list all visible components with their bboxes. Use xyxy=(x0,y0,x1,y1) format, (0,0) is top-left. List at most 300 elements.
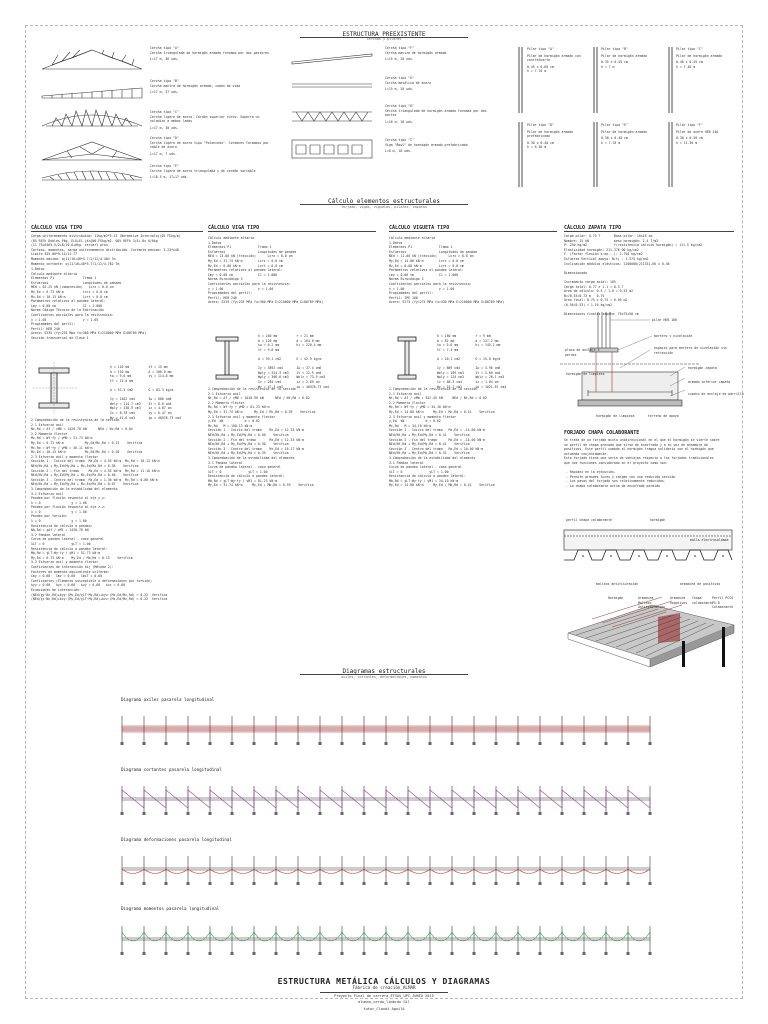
support-base xyxy=(407,812,410,815)
support-base xyxy=(451,742,454,745)
calc-line: Norma Eurocódigo 3 xyxy=(208,277,243,282)
support-base xyxy=(649,742,652,745)
calc-line: NEd/Nt,Rd + My,Ed/My,Rd = 0.41 Verifica xyxy=(389,432,470,437)
support-base xyxy=(165,952,168,955)
pillar-desc: Pilar de hormigón armado con contrafuerte xyxy=(527,53,581,63)
calc-line: Parámetros relativos al pandeo lateral: xyxy=(31,299,106,304)
support-base xyxy=(231,742,234,745)
pillar-title: Pilar tipo "E" xyxy=(601,123,628,127)
support-base xyxy=(517,882,520,885)
footing-label: espacio para mortero de nivelación sin retracción xyxy=(654,346,727,355)
truss-title: Cercha tipo "E" xyxy=(150,164,179,168)
calc-line: Ecuaciones de interacción: xyxy=(31,587,81,592)
calc-line: Sección transversal de Clase 1 xyxy=(31,335,89,340)
deck-label: armadura de positivos xyxy=(680,582,721,586)
support-base xyxy=(275,882,278,885)
calc-line: 2.1 Esfuerzo axil xyxy=(208,391,241,396)
support-base xyxy=(231,882,234,885)
calc-line: y,Ed kN σ = 0.62 xyxy=(389,419,441,424)
diagram-curve xyxy=(122,790,650,808)
support-base xyxy=(231,952,234,955)
support-base xyxy=(297,742,300,745)
section-subtitle-preexisting: cerchas y pilares xyxy=(366,37,402,41)
calc-line: 2.2 Momento flector xyxy=(389,400,426,405)
support-base xyxy=(495,742,498,745)
support-base xyxy=(495,882,498,885)
calc-line: Curva de pandeo lateral - caso general xyxy=(389,465,462,470)
truss-desc: Cercha maciza de hormigón armado xyxy=(385,50,447,55)
calc-line: My,Ed = 31.74 kN·m My,Ed / Mc,Rd = 0.39 Verifica xyxy=(208,409,316,414)
calc-line: Sección 2 - Fin del tramo Mz,Ed = -14.00 kN·m xyxy=(389,437,485,442)
calc-line: Perfil: IPE 160 xyxy=(389,295,418,300)
footer-tutor: tutor_Claudi Aguiló xyxy=(363,1007,405,1011)
calc-line: Elementos P1 Tramo 1 xyxy=(208,245,272,250)
support-base xyxy=(429,742,432,745)
support-base xyxy=(605,812,608,815)
calc-line: Mb,Rd = χLT·Wy·fy / γM1 = 51.73 kN·m xyxy=(31,551,101,556)
deck-label: hormigón xyxy=(650,518,666,522)
support-base xyxy=(539,812,542,815)
calc-line: Sección 1 - Inicio del tramo Mz,Ed = 4.55 kN·m Mc,Rd = 10.13 kN·m xyxy=(31,459,160,464)
support-base xyxy=(473,882,476,885)
footer-subtitle: Fábrica de creación_ALMAR xyxy=(352,985,416,990)
calc-line: My,Ed = 31.74 kN·m My,Ed / Mb,Rd = 0.39 Verifica xyxy=(208,483,314,488)
support-base xyxy=(297,952,300,955)
support-base xyxy=(253,742,256,745)
calc-line: My,Ed = 14.00 kN·m My,Ed / Mc,Rd = 0.41 Verifica xyxy=(389,409,495,414)
calc-line: MEd = 62.25 kN (compresión) Lcrx = 0.0 cm xyxy=(31,285,114,290)
calc-line: Lmy = 0.00 cm C1 = 1.000 xyxy=(389,272,459,277)
footing-label: hormigón de limpieza xyxy=(596,414,635,418)
footer-title: ESTRUCTURA METÁLICA CÁLCULOS Y DIAGRAMAS xyxy=(277,977,491,986)
support-base xyxy=(165,882,168,885)
calc-line: Pandeo por torsión: xyxy=(31,514,68,519)
calc-line: Parámetros relativos al pandeo lateral: xyxy=(208,268,283,273)
support-base xyxy=(627,812,630,815)
truss-title: Cercha tipo "B" xyxy=(150,79,179,83)
calc-line: Esfuerzos Longitudes de pandeo xyxy=(389,249,478,254)
truss-title: Cercha tipo "G" xyxy=(385,76,414,80)
iso-label: Hormigón xyxy=(608,596,624,600)
support-base xyxy=(319,742,322,745)
col2-heading: CÁLCULO VIGA TIPO xyxy=(208,225,260,231)
diagram-curve xyxy=(122,726,650,732)
calc-line: Nc,Rd = Af / γM0 = 1420.70 kN NEd / Nc,Rd = 0.04 xyxy=(31,427,133,432)
support-base xyxy=(385,812,388,815)
support-base xyxy=(539,742,542,745)
support-base xyxy=(407,742,410,745)
pillar-desc: Pilar de hormigón armado xyxy=(601,53,648,58)
footing-label: armado inferior zapata xyxy=(688,380,731,384)
support-base xyxy=(605,742,608,745)
calc-line: NEd/Nt,Rd + My,Ed/My,Rd = 0.31 Verifica xyxy=(389,451,470,456)
support-base xyxy=(561,882,564,885)
diagram-row-3 xyxy=(121,926,652,955)
iso-label: Armadura negativos xyxy=(670,596,688,605)
calc-line: λLT = 0 χLT = 1.00 xyxy=(389,469,449,474)
truss-desc: Viga "Bowl" de hormigón armado prefabricado xyxy=(385,142,468,147)
iso-label: Perfil PCCO 75.0 Colaborante xyxy=(712,596,734,610)
support-base xyxy=(143,882,146,885)
support-base xyxy=(561,952,564,955)
calc-line: Cmy = 0.60 Cmz = 0.60 CmLT = 0.60 xyxy=(31,574,103,579)
iso-label: Armadura Mallazo Antifisuración xyxy=(638,596,665,610)
calc-line: Esfuerzos Longitudes de pandeo xyxy=(31,280,122,285)
calc-line: Mz,Ed = 10.13 kN·m Mz,Ed/Mc,Rd = 0.28 Verifica xyxy=(31,450,143,455)
support-base xyxy=(649,952,652,955)
calc-line: Curva de pandeo lateral - caso general xyxy=(31,537,104,542)
support-base xyxy=(143,952,146,955)
diagram-label-cortantes: Diagrama cortantes pasarela longitudinal xyxy=(121,767,222,772)
deck-label: perfil chapa colaborante xyxy=(566,518,613,522)
support-base xyxy=(517,812,520,815)
calc-line: 2.Comprobación de la resistencia de la sección xyxy=(31,418,120,422)
support-base xyxy=(539,952,542,955)
support-base xyxy=(187,882,190,885)
calc-line: 1.Datos xyxy=(208,240,222,245)
support-base xyxy=(209,812,212,815)
calc-line: Acero: S275 (fy=275 MPa fu=430 MPa E=210000 MPa G=80769 MPa) xyxy=(389,300,505,305)
calc-line: Resistencia de cálculo a pandeo lateral: xyxy=(31,546,108,551)
calc-line: Sección 1 - Inicio del tramo Mz,Ed = 12.33 kN·m xyxy=(208,428,304,433)
calc-line: Resistencia de cálculo a pandeo lateral: xyxy=(389,474,466,479)
support-base xyxy=(583,742,586,745)
pillar-desc: Pilar de hormigón armado prefabricado xyxy=(527,129,574,139)
calc-line: Cálculo mediante altaria xyxy=(31,271,78,276)
col4-heading: CÁLCULO ZAPATA TIPO xyxy=(564,225,622,231)
footing-label: hormigón zapata xyxy=(688,366,717,370)
footing-label: cuadro de anclaje de parrilla xyxy=(688,392,744,396)
calc-line: 3.1 Pandeo lateral xyxy=(208,460,243,465)
calc-line: γ = 1.05 γ = 1.05 xyxy=(31,317,99,322)
calc-line: Parámetros relativos al pandeo lateral: xyxy=(389,268,464,273)
pillar-title: Pilar tipo "D" xyxy=(527,123,554,127)
support-base xyxy=(319,882,322,885)
calc-line: NEd/Nc,Rd + My,Ed/My,Rd + Mz,Ed/Mz,Rd = 0.40 Verifica xyxy=(31,473,139,478)
section-subtitle-diagrams: axiles, cortantes, deformaciones, momentos xyxy=(341,675,427,679)
calc-line: Sección 2 - Fin del tramo Mz,Ed = 4.55 kN·m Mc,Rd = 11.10 kN·m xyxy=(31,468,160,473)
support-base xyxy=(583,812,586,815)
support-base xyxy=(209,882,212,885)
calc-line: 2.Comprobación de la resistencia de la sección xyxy=(389,387,478,391)
calc-line: Pandeo por flexión respecto al eje z-z: xyxy=(31,505,106,510)
calc-line: 3.1 Esfuerzo axil xyxy=(31,491,64,496)
calc-line: y,Ed kN σ = 0.62 xyxy=(208,419,260,424)
support-base xyxy=(363,812,366,815)
support-base xyxy=(143,742,146,745)
truss-dim: L=17 m, 36 uds. xyxy=(150,57,179,62)
truss-title: Cercha tipo "D" xyxy=(150,136,179,140)
support-base xyxy=(209,742,212,745)
support-base xyxy=(385,742,388,745)
support-base xyxy=(121,812,124,815)
calc-line: Propiedades del perfil: xyxy=(389,291,434,296)
pillar-desc: Pilar de hormigón armado xyxy=(676,53,723,58)
truss-desc: Cercha ligera de acero. Cordón superior curvo. Soporta un voladizo a ambos lados xyxy=(150,114,260,124)
support-base xyxy=(473,742,476,745)
calc-line: 2.1 Esfuerzo axil xyxy=(31,422,64,427)
support-base xyxy=(627,882,630,885)
diagram-label-momentos: Diagrama momentos pasarela longitudinal xyxy=(121,906,220,911)
support-base xyxy=(187,742,190,745)
calc-line: 3.3 Esfuerzo axil y momento flector xyxy=(31,560,99,565)
calc-line: NEd/Nt,Rd + My,Ed/My,Rd = 0.41 Verifica xyxy=(389,442,470,447)
pillar-desc: Pilar de acero HEB 140 xyxy=(676,129,719,134)
truss-title: Cercha tipo "I" xyxy=(385,138,414,142)
calc-line: 2.1 Esfuerzo axil xyxy=(389,391,422,396)
support-base xyxy=(561,742,564,745)
diagram-label-deformaciones: Diagrama deformaciones pasarela longitudinal xyxy=(121,837,232,842)
support-base xyxy=(407,882,410,885)
support-base xyxy=(451,882,454,885)
support-base xyxy=(121,882,124,885)
pillar-dim: 0.30 x 0.40 cm h = 6.30 m xyxy=(527,140,554,150)
support-base xyxy=(341,742,344,745)
col2-section-props: h = 240 mm r = 21 mm b = 120 mm d = 164.0 mm tw = 6.2 mm hi = 220.4 mm tf = 9.8 mm A = 39.1 cm2 G = 42.9 kg/m Iy = 3892 cm4 Iw = 37.4 cm6 Wply = 324.3 cm3 It = 12.9 cm4 Wply = 366.6 cm3 Wplz = 73.9 cm3 Iz = 284 cm4 iz = 2.69 cm Wz = 47.3 cm3 ip = 40978.73 cm4 xyxy=(258,334,330,389)
calc-line: Mz,Ed = 0.00 kN·m Lcrt = 0.0 cm xyxy=(208,263,283,268)
calc-line: Coeficientes parciales para la resistencia: xyxy=(208,281,291,286)
support-base xyxy=(275,742,278,745)
truss-title: Cercha tipo "C" xyxy=(150,110,179,114)
calc-line: Elementos P1 Tramo 1 xyxy=(389,245,453,250)
support-base xyxy=(143,812,146,815)
calc-line: Coeficientes parciales para la resistencia: xyxy=(389,281,472,286)
truss-dim: L=8 m, 18 uds. xyxy=(385,149,412,154)
truss-desc: Cercha ligera de acero triangulada y de cordón variable xyxy=(150,168,256,173)
calc-line: Acero: S235 (fy=235 Mpa fu=360 MPa E=210000 MPa G=80769 MPa) xyxy=(31,331,147,336)
pillar-dim: 0.30 x 0.30 cm h = 11.30 m xyxy=(676,136,703,145)
support-base xyxy=(495,812,498,815)
truss-desc: Cercha mantra de hormigón armado, común de vida xyxy=(150,83,241,88)
calc-line: NEd = 13.00 kN (tracción) Lcrx = 0.0 cm xyxy=(208,254,293,259)
pillar-title: Pilar tipo "A" xyxy=(527,47,554,51)
section-title-diagrams: Diagramas estructurales xyxy=(342,668,426,675)
support-base xyxy=(319,812,322,815)
truss-desc: Cercha triangulada de hormigón armado formado por dos pastores xyxy=(150,50,269,55)
support-base xyxy=(187,812,190,815)
support-base xyxy=(605,882,608,885)
support-base xyxy=(253,952,256,955)
calc-line: NEd/Nt,Rd + My,Ed/My,Rd = 0.39 Verifica xyxy=(208,451,289,456)
calc-line: 2.2 Momento flector xyxy=(208,400,245,405)
calc-line: NEd/Nc,Rd + My,Ed/My,Rd + Mz,Ed/Mz,Rd = 0.38 Verifica xyxy=(31,463,139,468)
deck-label: mallazo antifisuración xyxy=(596,582,639,586)
calc-line: Mc,Rd = Wf·fy / γM0 = 34.10 kN·m xyxy=(389,405,451,410)
support-base xyxy=(539,882,542,885)
calc-line: My,Ed = 14.00 kN·m Lcrz = 0.0 cm xyxy=(389,258,464,263)
calc-line: 3.Comprobación de la estabilidad del elemento xyxy=(31,486,118,491)
calc-line: Perfil: HEB 240 xyxy=(208,295,237,300)
calc-line: Esfuerzos Longitudes de pandeo xyxy=(208,249,297,254)
pillar-desc: Pilar de hormigón armado xyxy=(601,129,648,134)
diagram-row-2 xyxy=(121,856,652,885)
calc-line: 1.Datos xyxy=(31,267,45,271)
calc-line: λ = 0 χ = 1.00 xyxy=(31,509,87,514)
calc-line: My,Ed = 31.74 kN·m Lcrz = 0.0 cm xyxy=(208,258,283,263)
calc-line: My,Ed = 6.73 kN·m My,Ed/Mc,Rd = 0.13 Verifica xyxy=(31,440,143,445)
support-base xyxy=(275,812,278,815)
calc-line: Lmy = 0.00 cm C1 = 1.000 xyxy=(31,303,103,308)
deck-label: malla electrosoldada xyxy=(690,538,729,542)
calc-line: Mc,Rd = Wf·fy / γM0 = 81.23 kN·m xyxy=(208,405,270,410)
calc-line: γ = 1.00 γ = 1.00 xyxy=(208,286,274,291)
calc-line: 3.Comprobación de la estabilidad del elemento xyxy=(208,455,295,460)
calc-line: Mb,Rd = χLT·Wy·fy / γM1 = 81.23 kN·m xyxy=(208,478,278,483)
forjado-heading: FORJADO CHAPA COLABORANTE xyxy=(564,430,640,436)
support-base xyxy=(517,742,520,745)
truss-dim: L=17 m, 7 uds. xyxy=(150,151,177,156)
footing-label: placa de anclaje 4 pernos xyxy=(565,348,600,357)
footer-project: Proyecto Final de carrera_ETSAV_UPC_JUNIO 2015 xyxy=(334,994,434,998)
diagram-row-1 xyxy=(121,786,652,815)
calc-line: NEd/Nc,Rd + My,Ed/My,Rd + Mz,Ed/Mz,Rd = 0.07 Verifica xyxy=(31,482,139,487)
calc-line: λLT = 0 χLT = 1.00 xyxy=(31,542,91,547)
diagram-label-axiles: Diagrama axiles pasarela longitudinal xyxy=(121,697,215,702)
calc-line: Mc,Rd M = 100.13 kN·m xyxy=(208,423,253,428)
calc-line: Curva de pandeo lateral - caso general xyxy=(208,465,281,470)
calc-line: Sección 2 - Fin del tramo Mz,Ed = 12.33 kN·m xyxy=(208,437,304,442)
support-base xyxy=(605,952,608,955)
truss-title: Cercha tipo "H" xyxy=(385,104,414,108)
calc-line: Coeficientes (Elemento susceptible a deformaciones por torsión) xyxy=(31,578,152,583)
support-base xyxy=(165,812,168,815)
support-base xyxy=(495,952,498,955)
calc-line: Mc,Rd M = 34.10 kN·m xyxy=(389,423,432,428)
calc-line: My,Ed = 6.73 kN·m My,Ed / Mb,Rd = 0.13 Verifica xyxy=(31,555,133,560)
calc-line: Mc,Rd = Wf·fy / γM0 = 51.73 kN·m xyxy=(31,436,93,441)
support-base xyxy=(583,952,586,955)
calc-line: Sección 3 - Centro del tramo Mz,Ed = 1.36 kN·m Mc,Rd = 0.00 kN·m xyxy=(31,477,158,482)
col4-intro: Carga pilar: 0.75 T Base pilar: 16x16 cm Nombre: 15 kN peso hormigón: 2.4 T/m3 P: 230 kg/m2 f(resistencia cálculo hormigón) = 111.5 kg/cm2 Elasticidad hormigón: 211.376 00 kg/cm2 F. (Factor flexión k:ap...): 2.750 kg/cm2 Esfuerzo Vertical apoyo: N(t) · 1.575 kg/cm2 Inclinación módulos elásticos: 2100000(211331.66 x 0.46 Dimensionado Incremento carga axial: 10% Carga total: 0.77 x 1.1 = 0.5 T Área de cálculo: 0.5 / 1.0 = 0.53 m2 B=√0.53=0.73 m 0.75 Área final: 0.75 x 0.75 = 0.56 m2 (0.56/0.53) = 1.16 kg/cm2 Dimensiones finales zapata: 75x75x50 cm xyxy=(564,234,703,317)
pillar-dim: 0.40 x 0.45 cm h = 7.40 m xyxy=(676,60,703,69)
iso-label: Chapa colaborante xyxy=(692,596,714,605)
support-base xyxy=(275,952,278,955)
calc-line: Norma Código Técnico de la Edificación xyxy=(31,308,104,313)
support-base xyxy=(451,952,454,955)
calc-line: Cálculo mediante altaria xyxy=(208,236,255,240)
truss-dim: L=17 m, 30 uds. xyxy=(150,125,179,130)
truss-dim: L=16 m, 18 uds. xyxy=(385,119,414,124)
calc-line: Mb,Rd = χLT·Wy·fy / γM1 = 34.10 kN·m xyxy=(389,478,459,483)
support-base xyxy=(341,952,344,955)
calc-line: Nt,Rd = Af / γM0 = 1018.90 kN NEd / Nt,Rd = 0.02 xyxy=(208,396,310,401)
calc-line: Resistencia de cálculo a pandeo lateral: xyxy=(208,474,285,479)
calc-line: λLT = 0 χLT = 1.00 xyxy=(208,469,268,474)
truss-dim: L=16.5 m, 17+17 uds. xyxy=(150,175,189,180)
calc-line: Mz,Ed = 0.00 kN·m Lcrt = 0.0 cm xyxy=(389,263,464,268)
truss-dim: L=15 m, 20 uds. xyxy=(385,87,414,92)
calc-line: Perfil: HEB 240 xyxy=(31,326,60,331)
calc-line: 2.3 Esfuerzo axil y momento flector xyxy=(389,414,457,419)
truss-desc: Cercha ligera de acero tipo "Polonceau". Cordones formados por cable de acero xyxy=(150,140,269,150)
pillar-dim: 0.45 x 0.60 cm h = 7.70 m xyxy=(527,64,554,74)
calc-line: 2.Comprobación de la resistencia de la sección xyxy=(208,387,297,391)
calc-line: (NEd/χy·Nc,Rd)+kyy·(My,Ed/χLT·My,Rd)+kyz·(Mz,Ed/Mz,Rd) = 0.22 Verifica xyxy=(31,592,168,597)
support-base xyxy=(517,952,520,955)
calc-line: Propiedades del perfil: xyxy=(208,291,253,296)
pillar-title: Pilar tipo "B" xyxy=(601,47,628,51)
support-base xyxy=(363,742,366,745)
support-base xyxy=(341,812,344,815)
truss-dim: L=17 m, 37 uds. xyxy=(150,90,179,95)
calc-line: Cálculo mediante altaria xyxy=(389,236,436,240)
calc-line: (NEd/χz·Nc,Rd)+kzy·(My,Ed/χLT·My,Rd)+kzz·(Mz,Ed/Mz,Rd) = 0.22 Verifica xyxy=(31,597,168,602)
support-base xyxy=(561,812,564,815)
calc-line: 2.2 Momento flector xyxy=(31,431,68,436)
support-base xyxy=(407,952,410,955)
calc-line: Mc,Rd = Wf·fy / γM0 = 36.11 kN·m xyxy=(31,445,93,450)
col3-heading: CÁLCULO VIGUETA TIPO xyxy=(389,225,450,231)
pillar-title: Pilar tipo "F" xyxy=(676,123,703,127)
calc-line: Acero: S235 (fy=235 MPa fu=360 MPa E=210000 MPa G=80769 MPa) xyxy=(208,300,324,305)
truss-title: Cercha tipo "F" xyxy=(385,46,414,50)
support-base xyxy=(649,812,652,815)
support-base xyxy=(429,882,432,885)
support-base xyxy=(627,742,630,745)
calc-line: Factores de momento equivalente uniforme: xyxy=(31,569,110,574)
support-base xyxy=(451,812,454,815)
support-base xyxy=(121,742,124,745)
calc-line: NEd/Nt,Rd + My,Ed/My,Rd = 0.30 Verifica xyxy=(208,442,289,447)
support-base xyxy=(473,812,476,815)
calc-line: Nb,Rd = χAf / γM1 = 1420.70 kN xyxy=(31,528,89,533)
col1-section-props: h = 110 mm tf = 15 mm b = 110 mm A = 106.0 mm tw = 9.0 mm iy = 114.8 mm tf = 13.0 mm A = 32.5 cm2 G = 83.3 kg/m Iy = 1402 cm4 Iw = 600 cm6 Wely = 114.7 cm3 It = 8.8 cm4 Wply = 138.9 cm3 iz = 4.87 cm Iz = 8.78 cm4 iy = 6.47 cm Wz = 41.6 cm3 ip = 40978.73 cm4 xyxy=(110,365,182,420)
support-base xyxy=(649,882,652,885)
truss-title: Cercha tipo "A" xyxy=(150,46,179,50)
col3-section-props: h = 160 mm r = 9 mm b = 82 mm d = 127.2 mm tw = 5.0 mm hi = 145.2 mm tf = 7.4 mm A = 20.1 cm2 G = 15.8 kg/m Iy = 869 cm4 Iw = 3.96 cm6 Wely = 109 cm3 It = 3.60 cm4 Wply = 124 cm3 Wplz = 26.1 cm3 Iz = 68.3 cm4 iz = 1.84 cm Wz = 16.7 cm3 ip = 1021.87 cm4 xyxy=(437,334,507,389)
calc-line: 1.Datos xyxy=(389,240,403,245)
calc-line: Mz,Ed = 10.13 kN·m Lcrt = 0.0 cm xyxy=(31,294,108,299)
support-base xyxy=(385,952,388,955)
calc-line: My,Ed = 14.00 kN·m My,Ed / Mb,Rd = 0.41 Verifica xyxy=(389,483,495,488)
pillar-title: Pilar tipo "C" xyxy=(676,47,703,51)
support-base xyxy=(473,952,476,955)
pillar-dim: 0.30 x 0.40 cm h = 7.70 m xyxy=(601,136,628,145)
support-base xyxy=(429,952,432,955)
calc-line: γ = 1.00 γ = 1.00 xyxy=(389,286,455,291)
support-base xyxy=(341,882,344,885)
diagram-row-0 xyxy=(121,716,652,745)
support-base xyxy=(121,952,124,955)
footer-rule xyxy=(320,992,448,993)
calc-line: 3.Comprobación de la estabilidad del elemento xyxy=(389,455,476,460)
support-base xyxy=(429,812,432,815)
support-base xyxy=(297,812,300,815)
footing-label: pilar HEB 160 xyxy=(652,318,677,322)
calc-line: Norma Eurocódigo 3 xyxy=(389,277,424,282)
calc-line: Coeficientes de interacción kij (Método 2): xyxy=(31,565,114,569)
calc-line: Sección 3 - Centro del tramo Mz,Ed = 10.50 kN·m xyxy=(389,446,484,451)
support-base xyxy=(627,952,630,955)
truss-dim: L=15 m, 20 uds. xyxy=(385,57,414,62)
support-base xyxy=(187,952,190,955)
section-title-preexisting: ESTRUCTURA PREEXISTENTE xyxy=(342,31,426,38)
calc-line: My,Ed = 6.73 kN·m Lcrz = 0.0 cm xyxy=(31,289,108,294)
footing-label: mortero y nivelación xyxy=(654,334,693,338)
footer-student: alumno_cerdo_limbrán Gil xyxy=(358,1000,410,1004)
support-base xyxy=(319,952,322,955)
support-base xyxy=(583,882,586,885)
calc-line: 3.2 Pandeo lateral xyxy=(31,532,66,537)
calc-line: Pandeo por flexión respecto al eje y-y: xyxy=(31,496,106,501)
forjado-text: Se trata de un forjado mixto unidireccional en el que el hormigón se vierte sobre un perfil de chapa grecada que sirve de encofrado y a su vez de armadura de positivos. Este perfil sumado al hormigón fragua solidario con el hormigón que actuando conjuntamente. Este forjado tiene una serie de ventajas respecto a los forjados tradicionales que nos funciones considerado en el proyecto como son: - Rapidez en la ejecución. - Permite grandes luces y cargas con una reducida sección - Los pasos del forjado son relativamente reducidos. - La chapa colaborante actúa de encofrado perdido xyxy=(564,438,720,488)
calc-line: Propiedades del perfil: xyxy=(31,322,76,327)
calc-line: λ = 0 χ = 1.00 xyxy=(31,519,87,524)
support-base xyxy=(253,812,256,815)
calc-line: NEd = 11.00 kN (tracción) Lcrx = 0.0 cm xyxy=(389,254,474,259)
calc-line: Elementos P1 Tramo 1 xyxy=(31,276,97,281)
support-base xyxy=(231,812,234,815)
